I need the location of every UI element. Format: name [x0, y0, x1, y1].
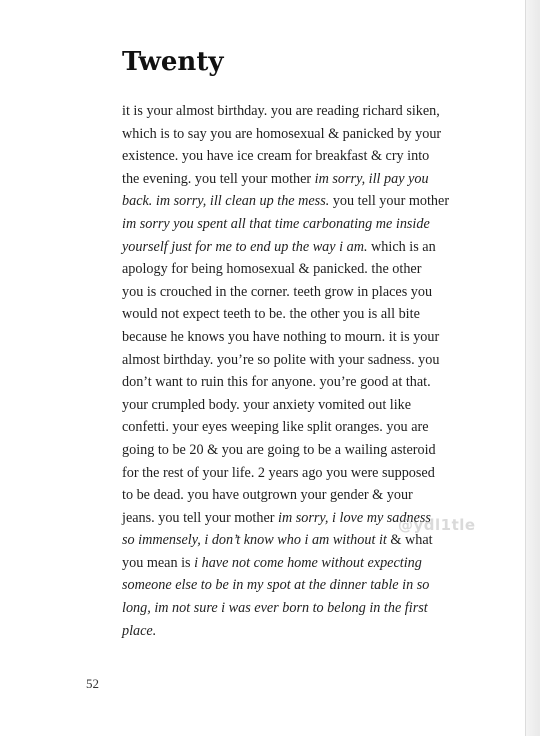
poem-line	[122, 100, 482, 123]
poem-line	[122, 552, 482, 575]
poem-text: your crumpled body. your anxiety vomited out like	[122, 396, 412, 413]
poem-text: which is to say you are homosexual & panicked by your	[122, 125, 442, 142]
poem-line	[122, 597, 482, 620]
poem-text: because he knows you have nothing to mourn. it is your	[122, 328, 440, 345]
poem-line	[122, 371, 482, 394]
poem-body	[122, 100, 482, 642]
poem-line	[122, 462, 482, 485]
poem-line	[122, 349, 482, 372]
poem-italic-text: yourself just for me to end up the way i am.	[122, 238, 368, 255]
poem-line	[122, 620, 482, 643]
poem-text: going to be 20 & you are going to be a wailing asteroid	[122, 441, 436, 458]
poem-italic-text: im sorry you spent all that time carbonating me inside	[122, 215, 430, 232]
page-number: 52	[86, 676, 99, 691]
poem-line	[122, 258, 482, 281]
poem-line	[122, 190, 482, 213]
page-edge	[525, 0, 540, 736]
poem-text: would not expect teeth to be. the other you is all bite	[122, 306, 420, 323]
poem-text: for the rest of your life. 2 years ago you were supposed	[122, 464, 435, 481]
poem-text: it is your almost birthday. you are reading richard siken,	[122, 103, 440, 119]
poem-text: you mean is	[122, 554, 195, 571]
poem-line	[122, 123, 482, 146]
poem-italic-text: long, im not sure i was ever born to belong in the first	[122, 600, 428, 617]
poem-italic-text: someone else to be in my spot at the dinner table in so	[122, 577, 430, 594]
poem-line	[122, 416, 482, 439]
poem-text: to be dead. you have outgrown your gender & your	[122, 487, 413, 504]
poem-italic-text: back. im sorry, ill clean up the mess.	[122, 193, 330, 210]
watermark: @ydl1tle	[398, 516, 476, 534]
poem-line	[122, 168, 482, 191]
poem-italic-text: im sorry, ill pay you	[314, 170, 429, 187]
poem-line	[122, 326, 482, 349]
poem-text: apology for being homosexual & panicked. the other	[122, 261, 422, 278]
poem-text: jeans. you tell your mother	[122, 509, 279, 526]
poem-text: don’t want to ruin this for anyone. you’re good at that.	[122, 374, 431, 391]
poem-line	[122, 145, 482, 168]
poem-line	[122, 236, 482, 259]
poem-line	[122, 439, 482, 462]
poem-line	[122, 574, 482, 597]
poem-text: which is an	[367, 238, 436, 255]
poem-line	[122, 213, 482, 236]
poem-text: the evening. you tell your mother	[122, 170, 315, 187]
poem-text: existence. you have ice cream for breakfast & cry into	[122, 148, 430, 165]
poem-line	[122, 484, 482, 507]
poem-italic-text: im sorry, i love my sadness	[278, 509, 431, 526]
poem-italic-text: so immensely, i don’t know who i am without it	[122, 532, 387, 549]
poem-line	[122, 394, 482, 417]
poem-italic-text: place.	[122, 622, 157, 639]
page-title: Twenty	[122, 47, 224, 77]
poem-text: you is crouched in the corner. teeth grow in places you	[122, 283, 433, 300]
poem-line	[122, 281, 482, 304]
poem-text: & what	[386, 532, 433, 549]
poem-line	[122, 303, 482, 326]
poem-text: you tell your mother	[329, 193, 450, 210]
poem-italic-text: i have not come home without expecting	[194, 554, 422, 571]
poem-text: almost birthday. you’re so polite with your sadness. you	[122, 351, 440, 368]
poem-text: confetti. your eyes weeping like split oranges. you are	[122, 419, 429, 436]
